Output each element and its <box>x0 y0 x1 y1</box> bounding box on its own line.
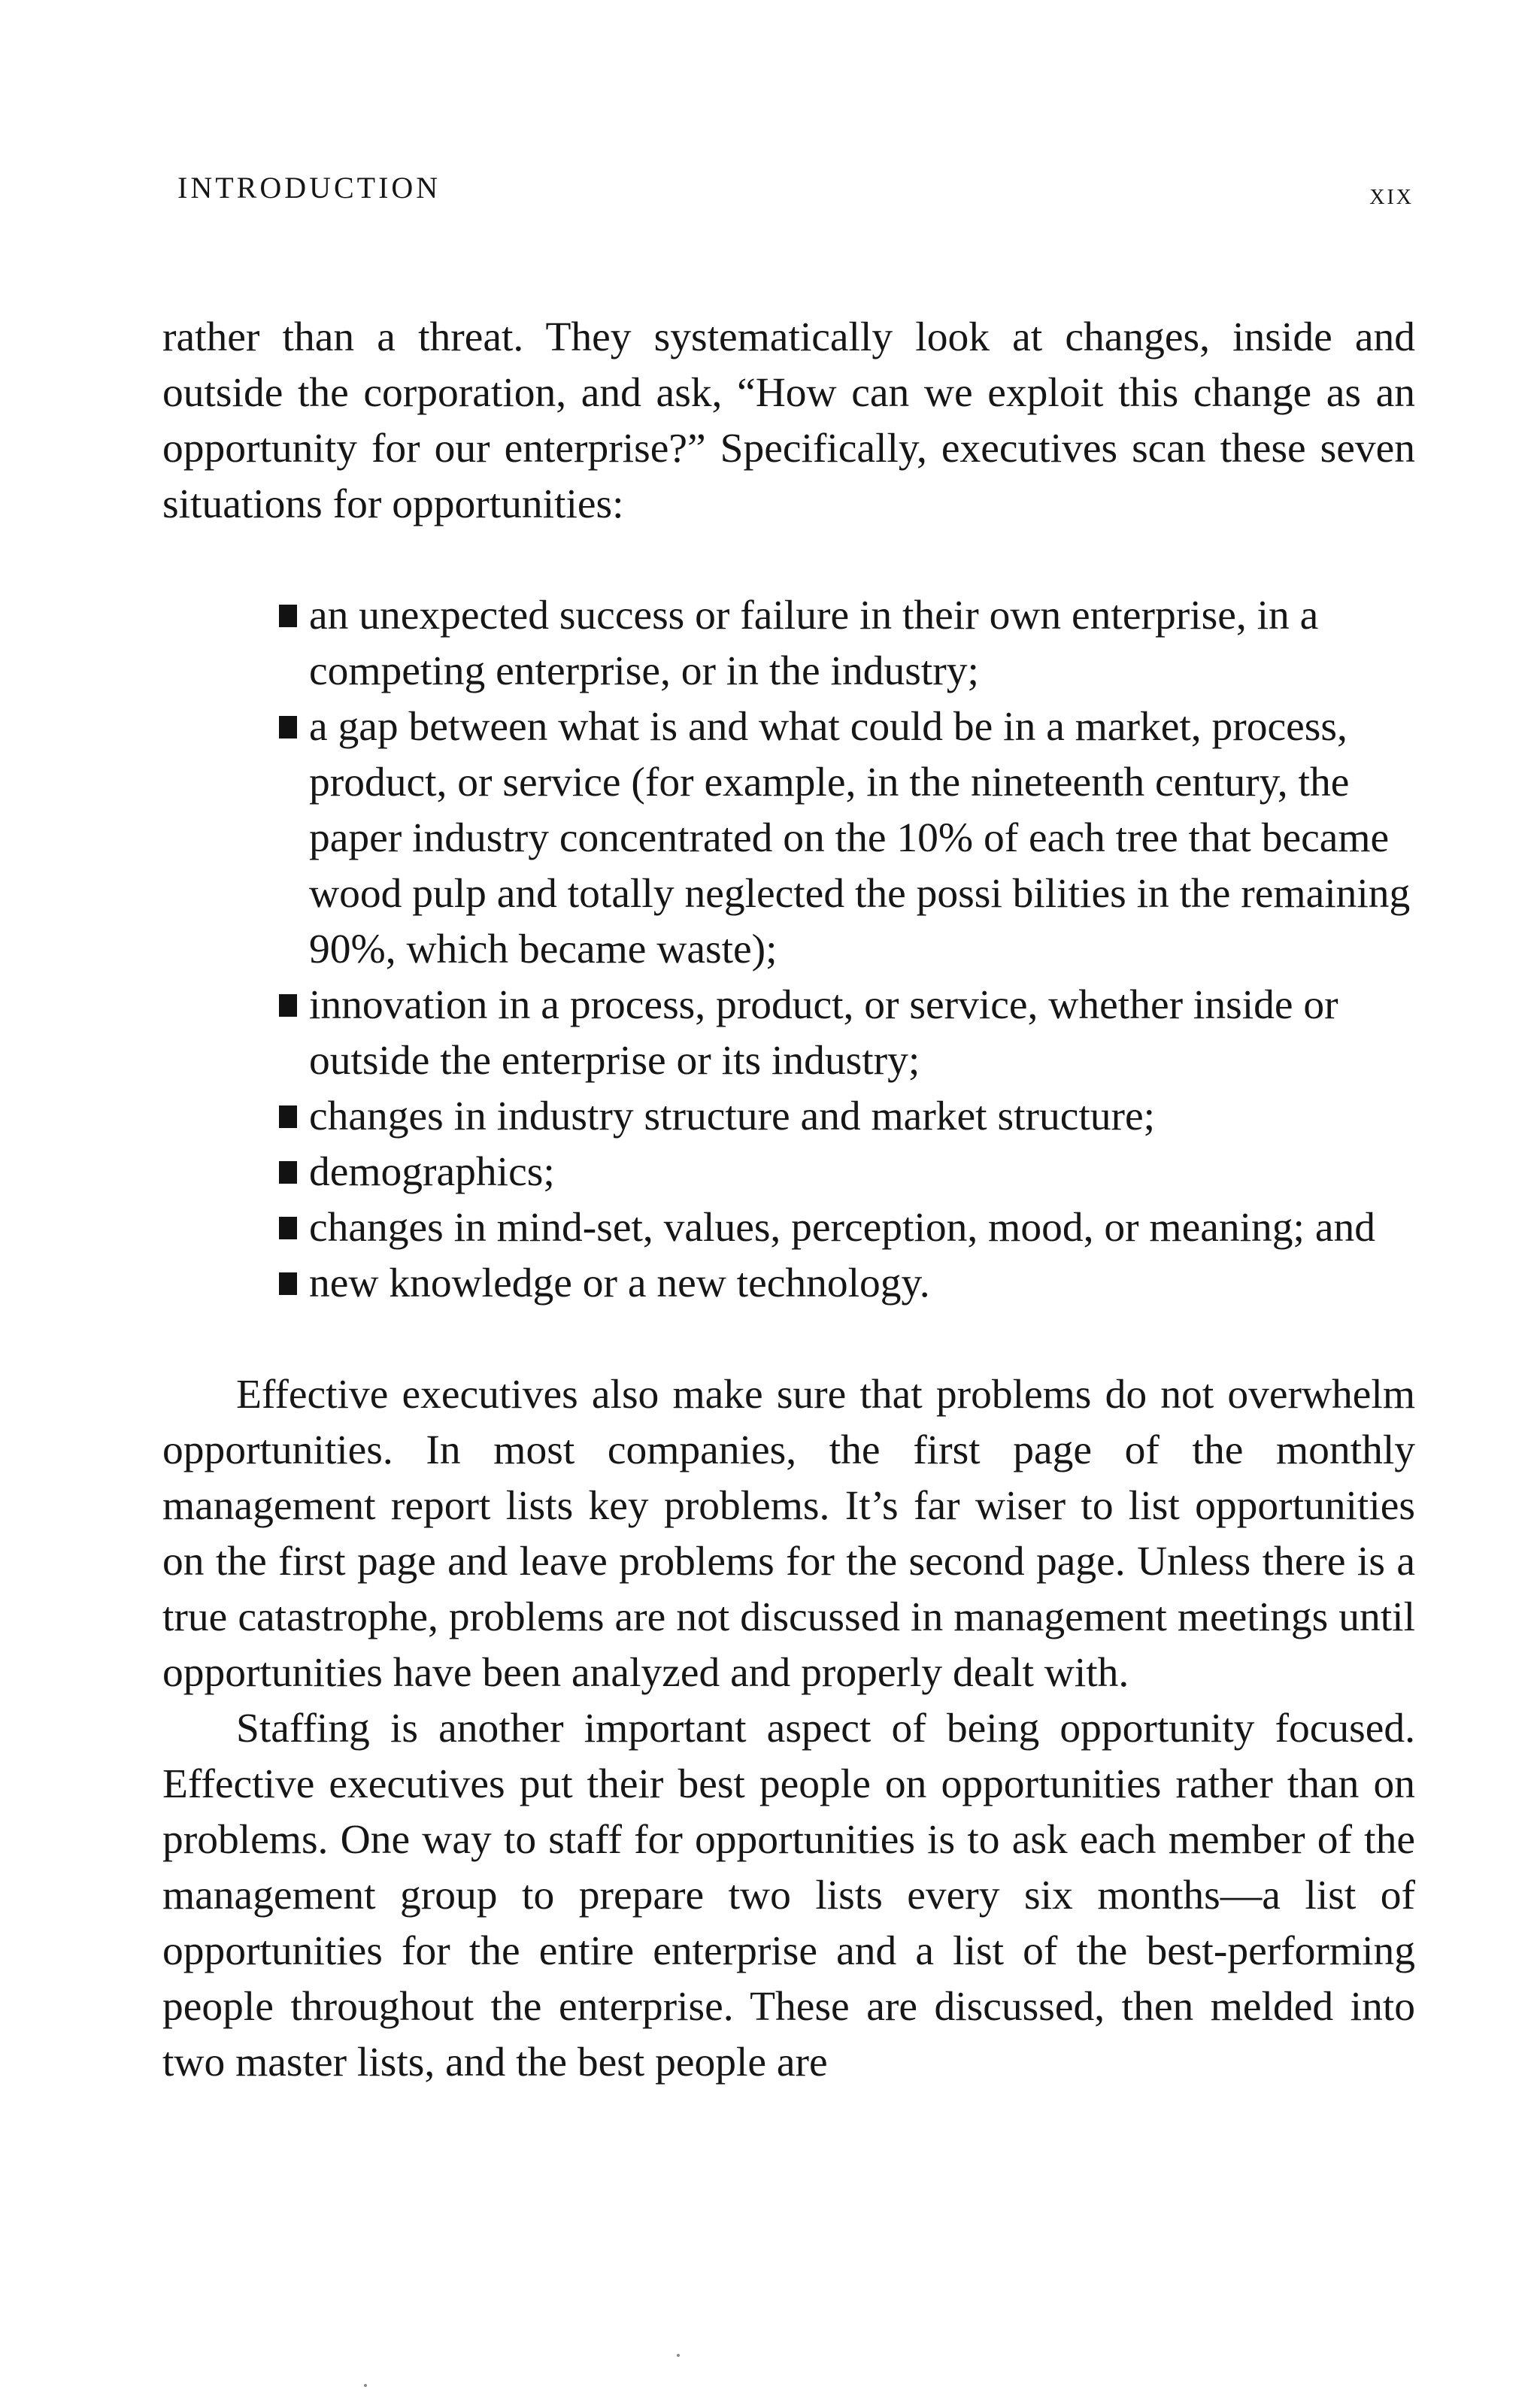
list-item-text: new knowledge or a new technology. <box>309 1260 930 1306</box>
opportunity-list <box>162 588 1415 1312</box>
list-item-text: changes in industry structure and market structure; <box>309 1093 1156 1139</box>
paragraph-3: Staffing is another important aspect of being opportunity focused. Effective executives put their best people on opportunities rather than on problems. One way to staff for opportunities is to ask each member of the management group to prepare two lists every six months—a list of opportunities for the entire enterprise and a list of the best-performing people throughout the enterprise. These are discussed, then melded into two master lists, and the best people are <box>162 1706 1415 2085</box>
scan-speck <box>677 2354 680 2357</box>
list-item <box>279 1200 1415 1256</box>
paragraph-1: rather than a threat. They systematically look at changes, inside and outside the corporation, and ask, “How can we exploit this change as an opportunity for our enterprise?” Specifically, executives scan these seven situations for opportunities: <box>162 314 1415 527</box>
list-item <box>279 978 1415 1089</box>
running-head: INTRODUCTION <box>177 171 441 205</box>
list-item-text: demographics; <box>309 1149 555 1195</box>
paragraph-2: Effective executives also make sure that problems do not overwhelm opportunities. In most companies, the first page of the monthly management report lists key problems. It’s far wiser to list opportunities on the first page and leave problems for the second page. Unless there is a true catastrophe, problems are not discussed in management meetings until opportunities have been analyzed and properly dealt with. <box>162 1372 1415 1696</box>
list-item-text: changes in mind-set, values, perception, mood, or meaning; and <box>309 1205 1375 1251</box>
list-item <box>279 1256 1415 1312</box>
list-item <box>279 588 1415 699</box>
page-body <box>162 310 1415 2091</box>
square-bullet-icon <box>279 1161 297 1184</box>
list-item-text: an unexpected success or failure in their own enterprise, in a competing enterprise, or in the industry; <box>309 593 1319 694</box>
square-bullet-icon <box>279 994 297 1017</box>
list-item-text: innovation in a process, product, or service, whether inside or outside the enterprise or its industry; <box>309 982 1338 1084</box>
list-item <box>279 699 1415 978</box>
page-number: xix <box>1369 177 1414 211</box>
square-bullet-icon <box>279 605 297 627</box>
list-item <box>279 1089 1415 1145</box>
square-bullet-icon <box>279 1217 297 1239</box>
scan-speck <box>364 2384 367 2387</box>
square-bullet-icon <box>279 716 297 738</box>
list-item-text: a gap between what is and what could be in a market, process, product, or service (for example, in the nineteenth century, the paper industry concentrated on the 10% of each tree that became wood pulp and totally neglected the possi bilities in the remaining 90%, which became waste); <box>309 704 1411 972</box>
square-bullet-icon <box>279 1272 297 1295</box>
square-bullet-icon <box>279 1105 297 1128</box>
list-item <box>279 1145 1415 1200</box>
